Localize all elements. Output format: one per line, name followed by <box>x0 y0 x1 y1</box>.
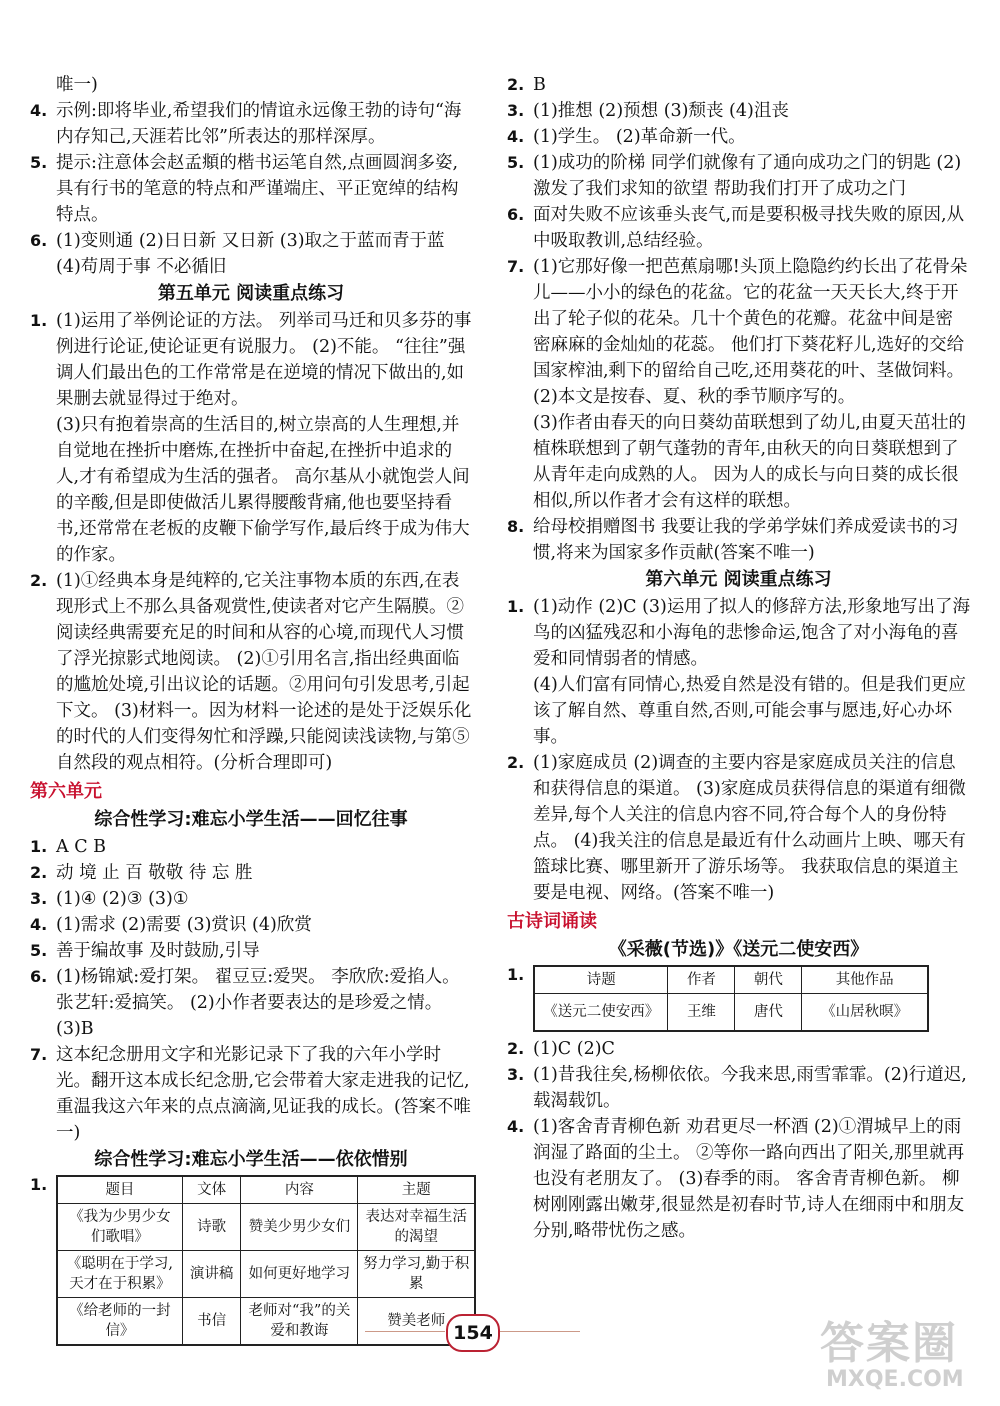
answer-item <box>30 860 472 886</box>
item-number: 7. <box>30 1045 48 1064</box>
answer-item <box>507 254 970 384</box>
answer-item <box>30 964 472 1042</box>
table-cell: 《送元二使安西》 <box>534 994 668 1032</box>
table-cell: 唐代 <box>735 994 802 1032</box>
table-cell: 《山居秋暝》 <box>802 994 928 1032</box>
table-row <box>534 994 928 1032</box>
answer-table-item <box>507 965 970 1032</box>
answer-item <box>30 308 472 412</box>
item-number: 1. <box>507 597 525 616</box>
item-number: 4. <box>30 101 48 120</box>
table-cell: 诗歌 <box>182 1204 241 1251</box>
answer-item <box>30 834 472 860</box>
answer-text: (1)动作 (2)C (3)运用了拟人的修辞方法,形象地写出了海鸟的凶猛残忍和小海龟的悲惨命运,饱含了对小海龟的喜爱和同情弱者的情感。 <box>533 597 970 669</box>
answer-item <box>507 1114 970 1244</box>
answer-item <box>30 938 472 964</box>
table-header-row <box>57 1176 475 1204</box>
table-header-cell: 内容 <box>241 1176 358 1204</box>
table-row <box>57 1251 475 1298</box>
answer-text: B <box>533 75 546 95</box>
answer-item <box>507 72 970 98</box>
answer-text: (1)它那好像一把芭蕉扇哪!头顶上隐隐约约长出了花骨朵儿——小小的绿色的花盆。它的花盆一天天长大,终于开出了轮子似的花朵。几十个黄色的花瓣。花盆中间是密密麻麻的金灿灿的花蕊。 他们打下葵花籽儿,选好的交给国家榨油,剩下的留给自己吃,还用葵花的叶、茎做饲料。 <box>533 257 968 381</box>
answer-item <box>30 568 472 776</box>
answer-text: 善于编故事 及时鼓励,引导 <box>56 941 260 961</box>
unit-heading: 第六单元 <box>30 781 102 802</box>
table-cell: 演讲稿 <box>182 1251 241 1298</box>
table-header-cell: 作者 <box>668 966 735 994</box>
answer-item <box>507 1036 970 1062</box>
answer-text: (1)运用了举例论证的方法。 列举司马迁和贝多芬的事例进行论证,使论证更有说服力。 (2)不能。 “往往”强调人们最出色的工作常常是在逆境的情况下做出的,如果删去就显得过于绝对。 <box>56 311 472 409</box>
answer-text: 提示:注意体会赵孟頫的楷书运笔自然,点画圆润多姿,具有行书的笔意的特点和严谨端庄、平正宽绰的结构特点。 <box>56 153 459 225</box>
item-number: 2. <box>507 753 525 772</box>
answer-text: A C B <box>56 837 107 857</box>
item-number: 4. <box>507 127 525 146</box>
watermark-logo <box>820 1320 990 1398</box>
answer-item <box>507 98 970 124</box>
section-heading: 综合性学习:难忘小学生活——回忆往事 <box>94 809 408 830</box>
answer-text: (1)变则通 (2)日日新 又日新 (3)取之于蓝而青于蓝 (4)苟周于事 不必循旧 <box>56 231 445 277</box>
table-cell: 赞美少男少女们 <box>241 1204 358 1251</box>
answer-item <box>507 202 970 254</box>
item-number: 4. <box>507 1117 525 1136</box>
item-number: 3. <box>507 1065 525 1084</box>
answer-item <box>30 886 472 912</box>
answer-text: 动 境 止 百 敬敬 待 忘 胜 <box>56 863 253 883</box>
answer-item <box>507 750 970 906</box>
item-number: 1. <box>30 1175 48 1194</box>
section-heading: 综合性学习:难忘小学生活——依依惜别 <box>94 1149 408 1170</box>
answer-item <box>507 514 970 566</box>
table-header-cell: 朝代 <box>735 966 802 994</box>
answer-text: 面对失败不应该垂头丧气,而是要积极寻找失败的原因,从中吸取教训,总结经验。 <box>533 205 965 251</box>
answer-text: (1)杨锦斌:爱打架。 翟豆豆:爱哭。 李欣欣:爱掐人。 张艺轩:爱搞笑。 (2)小作者要表达的是珍爱之情。 (3)B <box>56 967 460 1039</box>
footer-divider <box>365 1331 445 1332</box>
answer-item <box>30 1042 472 1146</box>
answer-item <box>507 124 970 150</box>
answer-item <box>30 150 472 228</box>
page-number: 154 <box>446 1314 500 1352</box>
answer-text: (1)家庭成员 (2)调查的主要内容是家庭成员关注的信息和获得信息的渠道。 (3)家庭成员获得信息的渠道有细微差异,每个人关注的信息内容不同,符合每个人的身份特点。 (4)我关注的信息是最近有什么动画片上映、哪天有篮球比赛、哪里新开了游乐场等。 我获取信息的渠道主要是电视、网络。(答案不唯一) <box>533 753 966 903</box>
watermark-text: 答案圈 <box>820 1318 958 1369</box>
answer-item <box>507 150 970 202</box>
item-number: 5. <box>30 153 48 172</box>
poem-table <box>533 965 929 1032</box>
item-number: 1. <box>507 965 525 984</box>
answer-text: (1)成功的阶梯 同学们就像有了通向成功之门的钥匙 (2)激发了我们求知的欲望 帮助我们打开了成功之门 <box>533 153 962 199</box>
answer-text: (1)C (2)C <box>533 1039 615 1059</box>
left-column <box>30 72 472 1350</box>
item-number: 6. <box>30 967 48 986</box>
table-cell: 《聪明在于学习,天才在于积累》 <box>57 1251 182 1298</box>
item-number: 1. <box>30 311 48 330</box>
table-cell: 王维 <box>668 994 735 1032</box>
answer-text: 给母校捐赠图书 我要让我的学弟学妹们养成爱读书的习惯,将来为国家多作贡献(答案不唯一) <box>533 517 959 563</box>
answer-text: (1)①经典本身是纯粹的,它关注事物本质的东西,在表现形式上不那么具备观赏性,使读者对它产生隔膜。②阅读经典需要充足的时间和从容的心境,而现代人习惯了浮光掠影式地阅读。 (2)①引用名言,指出经典面临的尴尬处境,引出议论的话题。②用问句引发思考,引起下文。 (3)材料一。因为材料一论述的是处于泛娱乐化的时代的人们变得匆忙和浮躁,只能阅读浅读物,与第⑤自然段的观点相符。(分析合理即可) <box>56 571 472 773</box>
answer-text: (1)推想 (2)预想 (3)颓丧 (4)沮丧 <box>533 101 789 121</box>
section-heading: 《采薇(节选)》《送元二使安西》 <box>608 939 869 960</box>
item-number: 6. <box>30 231 48 250</box>
item-number: 2. <box>507 75 525 94</box>
item-number: 2. <box>30 571 48 590</box>
answer-text: (1)客舍青青柳色新 劝君更尽一杯酒 (2)①渭城早上的雨润湿了路面的尘土。 ②等你一路向西出了阳关,那里就再也没有老朋友了。 (3)春季的雨。 客舍青青柳色新。 柳树刚刚露出嫩芽,很显然是初春时节,诗人在细雨中和朋友分别,略带忧伤之感。 <box>533 1117 965 1241</box>
answer-item <box>30 912 472 938</box>
table-cell: 书信 <box>182 1298 241 1346</box>
answer-text: (1)学生。 (2)革命新一代。 <box>533 127 746 147</box>
item-number: 1. <box>30 837 48 856</box>
answer-text: (4)人们富有同情心,热爱自然是没有错的。但是我们更应该了解自然、尊重自然,否则,可能会事与愿违,好心办坏事。 <box>533 675 966 747</box>
answer-text: (1)昔我往矣,杨柳依依。今我来思,雨雪霏霏。(2)行道迟,载渴载饥。 <box>533 1065 967 1111</box>
item-number: 5. <box>507 153 525 172</box>
table-header-cell: 题目 <box>57 1176 182 1204</box>
table-cell: 表达对幸福生活的渴望 <box>358 1204 475 1251</box>
answer-text: (2)本文是按春、夏、秋的季节顺序写的。 <box>533 387 856 407</box>
table-header-cell: 文体 <box>182 1176 241 1204</box>
answer-text: (3)只有抱着崇高的生活目的,树立崇高的人生理想,并自觉地在挫折中磨炼,在挫折中奋起,在挫折中追求的人,才有希望成为生活的强者。 高尔基从小就饱尝人间的辛酸,但是即使做活儿累得腰酸背痛,他也要坚持看书,还常常在老板的皮鞭下偷学写作,最后终于成为伟大的作家。 <box>56 415 470 565</box>
answer-text: (1)需求 (2)需要 (3)赏识 (4)欣赏 <box>56 915 312 935</box>
table-cell: 老师对“我”的关爱和教诲 <box>241 1298 358 1346</box>
table-cell: 努力学习,勤于积累 <box>358 1251 475 1298</box>
unit-heading: 古诗词诵读 <box>507 911 597 932</box>
answer-text: 这本纪念册用文字和光影记录下了我的六年小学时光。翻开这本成长纪念册,它会带着大家走进我的记忆,重温我这六年来的点点滴滴,见证我的成长。(答案不唯一) <box>56 1045 471 1143</box>
item-number: 8. <box>507 517 525 536</box>
table-header-cell: 诗题 <box>534 966 668 994</box>
footer-divider <box>500 1331 580 1332</box>
item-number: 2. <box>507 1039 525 1058</box>
right-column <box>507 72 970 1244</box>
table-header-row <box>534 966 928 994</box>
item-number: 2. <box>30 863 48 882</box>
answer-item <box>30 98 472 150</box>
answer-text: (3)作者由春天的向日葵幼苗联想到了幼儿,由夏天茁壮的植株联想到了朝气蓬勃的青年,由秋天的向日葵联想到了从青年走向成熟的人。 因为人的成长与向日葵的成长很相似,所以作者才会有这样的联想。 <box>533 413 966 511</box>
item-number: 3. <box>30 889 48 908</box>
item-number: 6. <box>507 205 525 224</box>
section-heading: 第六单元 阅读重点练习 <box>645 569 832 590</box>
table-cell: 赞美老师 <box>358 1298 475 1346</box>
section-heading: 第五单元 阅读重点练习 <box>157 283 345 304</box>
item-number: 3. <box>507 101 525 120</box>
table-header-cell: 其他作品 <box>802 966 928 994</box>
answer-item <box>30 228 472 280</box>
table-cell: 《给老师的一封信》 <box>57 1298 182 1346</box>
table-header-cell: 主题 <box>358 1176 475 1204</box>
answer-text: 示例:即将毕业,希望我们的情谊永远像王勃的诗句“海内存知己,天涯若比邻”所表达的那样深厚。 <box>56 101 462 147</box>
item-number: 7. <box>507 257 525 276</box>
answer-text: (1)④ (2)③ (3)① <box>56 889 189 909</box>
answer-text: 唯一) <box>56 75 98 95</box>
watermark-url: MXQE.COM <box>826 1367 964 1392</box>
table-cell: 如何更好地学习 <box>241 1251 358 1298</box>
item-number: 4. <box>30 915 48 934</box>
item-number: 5. <box>30 941 48 960</box>
table-row <box>57 1204 475 1251</box>
answer-item <box>507 594 970 672</box>
table-cell: 《我为少男少女们歌唱》 <box>57 1204 182 1251</box>
answer-item <box>507 1062 970 1114</box>
